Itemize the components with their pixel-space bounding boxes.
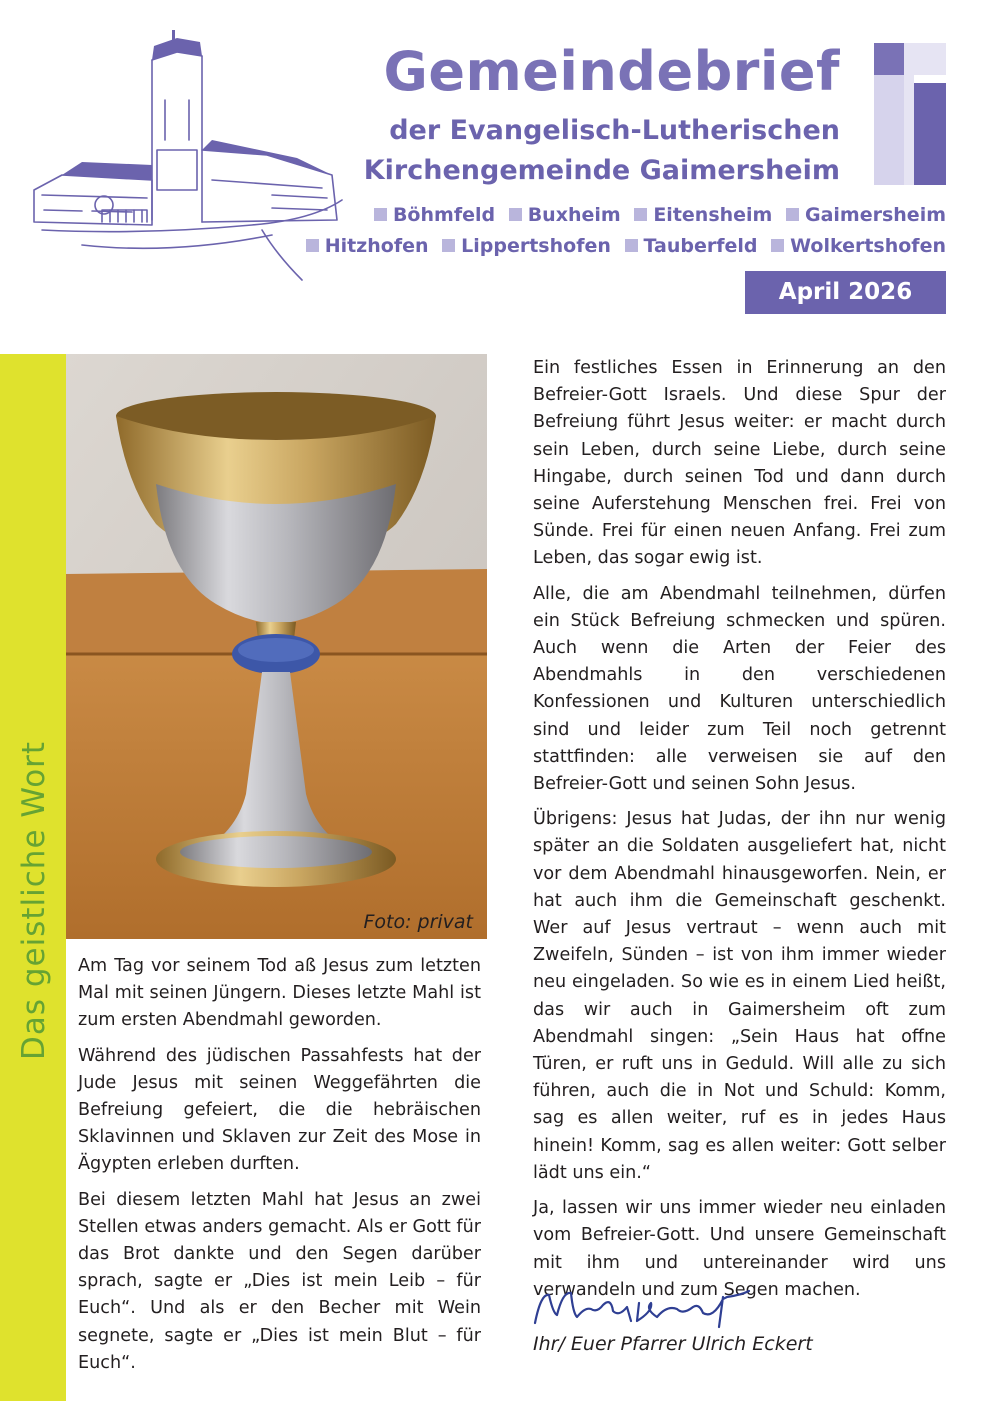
place-item: Lippertshofen bbox=[442, 235, 611, 257]
bullet-square-icon bbox=[374, 208, 387, 221]
place-item: Tauberfeld bbox=[625, 235, 758, 257]
signature-name: Ihr/ Euer Pfarrer Ulrich Eckert bbox=[533, 1333, 813, 1355]
place-item: Böhmfeld bbox=[374, 204, 495, 226]
chalice-image bbox=[66, 354, 487, 939]
subtitle-line-2: Kirchengemeinde Gaimersheim bbox=[363, 155, 840, 186]
paragraph: Ein festliches Essen in Erinnerung an den Befreier-Gott Israels. Und diese Spur der Befreiung führt Jesus weiter: er macht durch sein Leben, durch seine Liebe, durch seine Hingabe, durch seinen Tod und dann durch seine Auferstehung Menschen frei. Frei von Sünde. Frei für einen neuen Anfang. Frei zum Leben, das sogar ewig ist. bbox=[533, 358, 946, 569]
decorative-blocks bbox=[874, 43, 946, 185]
article-column-left bbox=[78, 953, 481, 1385]
paragraph: Am Tag vor seinem Tod aß Jesus zum letzten Mal mit seinen Jüngern. Dieses letzte Mahl ist zum ersten Abendmahl geworden. bbox=[78, 956, 481, 1031]
bullet-square-icon bbox=[634, 208, 647, 221]
photo-credit: Foto: privat bbox=[363, 911, 473, 933]
bullet-square-icon bbox=[625, 239, 638, 252]
paragraph: Übrigens: Jesus hat Judas, der ihn nur wenig später an die Soldaten ausgeliefert hat, nicht vor dem Abendmahl hinausgeworfen. Nein, er hat auch ihm die Gemeinschaft geschenkt. Wer auf Jesus vertraut – wenn auch mit Zweifeln, Sünden – ist von ihm immer wieder neu eingeladen. So wie es in einem Lied heißt, das wir auch in Gaimersheim oft zum Abendmahl singen: „Sein Haus hat offne Türen, er ruft uns in Geduld. Will alle zu sich führen, auch die in Not und Schuld: Komm, sag es allen weiter, ruf es in jedes Haus hinein! Komm, sag es allen weiter: Gott selber lädt uns ein.“ bbox=[533, 809, 946, 1183]
paragraph: Alle, die am Abendmahl teilnehmen, dürfen ein Stück Befreiung schmecken und spüren. Auch wenn die Arten der Feier des Abendmahls in den verschiedenen Konfessionen und Kulturen unterschiedlich sind und leider zum Teil noch getrennt stattfinden: alle verweisen sie auf den Befreier-Gott und seinen Sohn Jesus. bbox=[533, 583, 946, 795]
place-item: Wolkertshofen bbox=[771, 235, 946, 257]
bullet-square-icon bbox=[509, 208, 522, 221]
bullet-square-icon bbox=[306, 239, 319, 252]
chalice-photo bbox=[66, 354, 487, 939]
place-item: Buxheim bbox=[509, 204, 621, 226]
bullet-square-icon bbox=[771, 239, 784, 252]
section-label: Das geistliche Wort bbox=[16, 740, 52, 1060]
issue-date-badge: April 2026 bbox=[745, 271, 946, 314]
place-item: Hitzhofen bbox=[306, 235, 429, 257]
bullet-square-icon bbox=[786, 208, 799, 221]
article-column-right bbox=[533, 355, 946, 1312]
bullet-square-icon bbox=[442, 239, 455, 252]
subtitle-line-1: der Evangelisch-Lutherischen bbox=[389, 115, 840, 146]
parish-list-line-2 bbox=[299, 235, 946, 257]
handwritten-signature bbox=[527, 1283, 757, 1335]
place-item: Eitensheim bbox=[634, 204, 772, 226]
paragraph: Während des jüdischen Passahfests hat der Jude Jesus mit seinen Weggefährten die Befreiung gefeiert, die die hebräischen Sklavinnen und Sklaven zur Zeit des Mose in Ägypten erleben durften. bbox=[78, 1045, 481, 1175]
parish-list-line-1 bbox=[367, 204, 946, 226]
place-item: Gaimersheim bbox=[786, 204, 946, 226]
paragraph: Bei diesem letzten Mahl hat Jesus an zwei Stellen etwas anders gemacht. Als er Gott für das Brot dankte und den Segen darüber sprach, sagte er „Dies ist mein Leib – für Euch“. Und als er den Becher mit Wein segnete, sagte er „Dies ist mein Blut – für Euch“. bbox=[78, 1189, 481, 1373]
newsletter-title: Gemeindebrief bbox=[383, 40, 840, 103]
paragraph: Ja, lassen wir uns immer wieder neu einladen vom Befreier-Gott. Und unsere Gemeinschaft mit ihm und untereinander wird uns verwandeln und zum Segen machen. bbox=[533, 1198, 946, 1300]
